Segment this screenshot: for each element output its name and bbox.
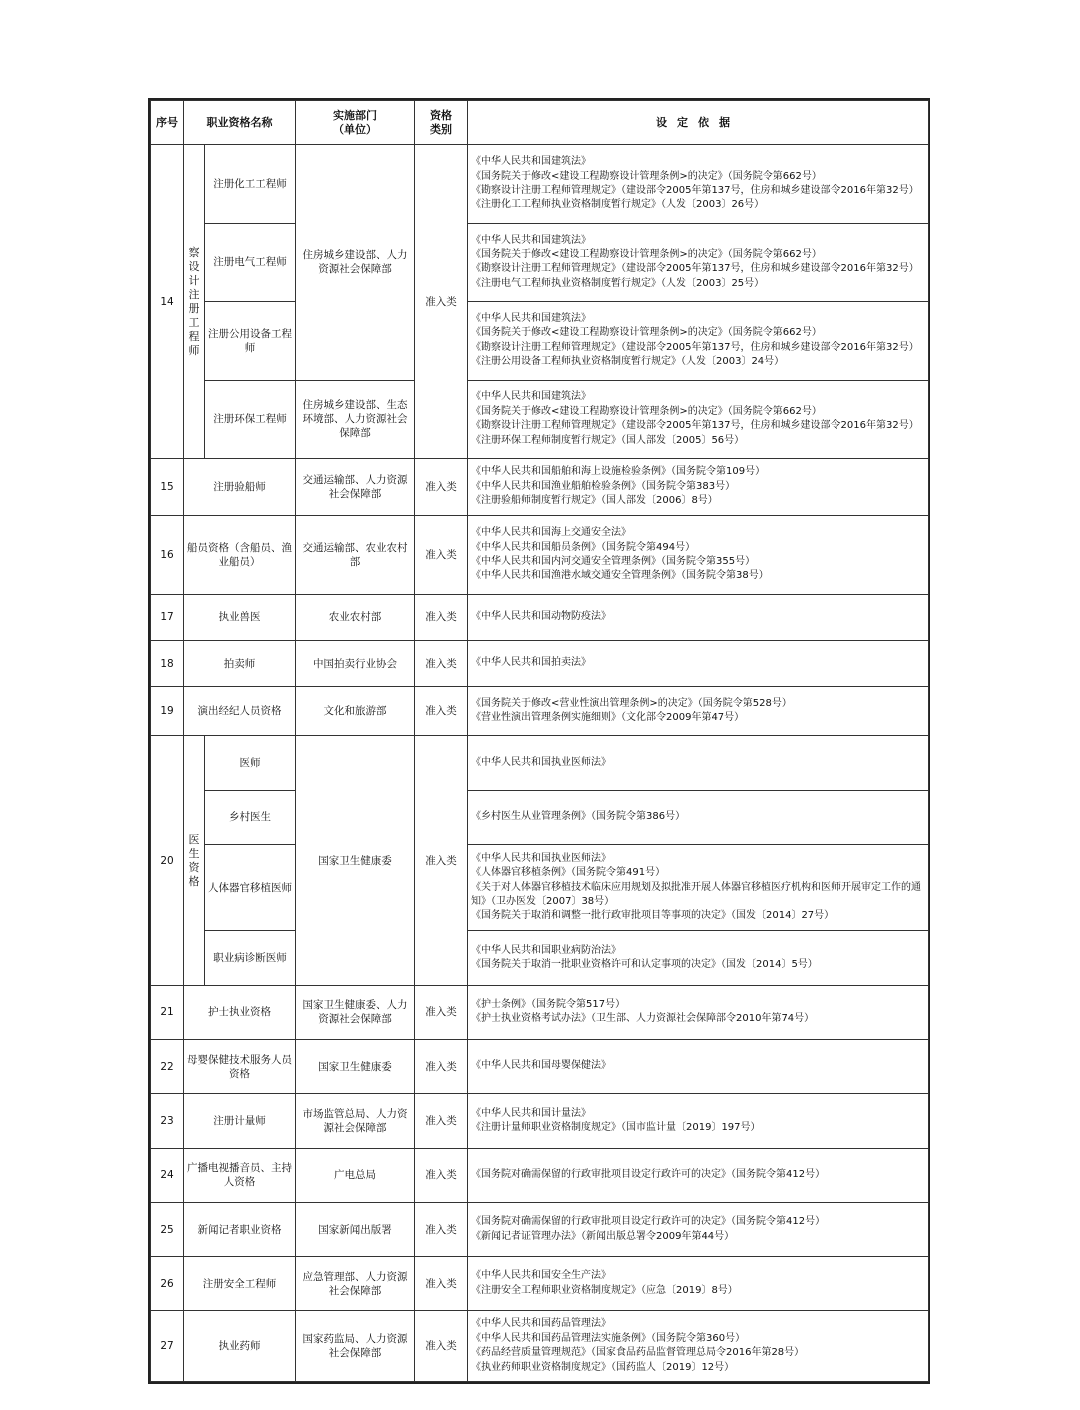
header-basis: 设定依据 xyxy=(468,101,929,145)
department: 中国拍卖行业协会 xyxy=(296,640,415,686)
row-no: 17 xyxy=(151,594,184,640)
basis-line: 《注册安全工程师职业资格制度规定》（应急〔2019〕8号） xyxy=(471,1284,738,1296)
department: 国家药监局、人力资源社会保障部 xyxy=(296,1311,415,1382)
qualification-name: 注册公用设备工程师 xyxy=(205,302,296,380)
basis-line: 《护士执业资格考试办法》（卫生部、人力资源社会保障部令2010年第74号） xyxy=(471,1013,815,1025)
qualification-name: 注册化工工程师 xyxy=(205,145,296,223)
legal-basis xyxy=(468,1257,929,1311)
basis-line: 《注册电气工程师执业资格制度暂行规定》（人发〔2003〕25号） xyxy=(471,277,765,289)
department: 国家卫生健康委 xyxy=(296,1040,415,1094)
row-no: 22 xyxy=(151,1040,184,1094)
department: 文化和旅游部 xyxy=(296,687,415,736)
basis-line: 《国务院关于修改<建设工程勘察设计管理条例>的决定》（国务院令第662号） xyxy=(471,170,822,182)
qualification-name: 执业兽医 xyxy=(184,594,296,640)
legal-basis xyxy=(468,1148,929,1202)
group-label: 察设计注册工程师 xyxy=(184,145,205,459)
table-row xyxy=(151,736,929,790)
basis-line: 《勘察设计注册工程师管理规定》（建设部令2005年第137号，住房和城乡建设部令2016年第32号） xyxy=(471,420,919,432)
department: 住房城乡建设部、生态环境部、人力资源社会保障部 xyxy=(296,380,415,458)
legal-basis xyxy=(468,594,929,640)
group-label: 医生资格 xyxy=(184,736,205,985)
basis-line: 《营业性演出管理条例实施细则》（文化部令2009年第47号） xyxy=(471,712,745,724)
legal-basis xyxy=(468,380,929,458)
basis-line: 《国务院关于修改<营业性演出管理条例>的决定》（国务院令第528号） xyxy=(471,697,792,709)
row-no: 27 xyxy=(151,1311,184,1382)
basis-line: 《中华人民共和国建筑法》 xyxy=(471,234,591,246)
qualification-name: 注册电气工程师 xyxy=(205,223,296,301)
table-row xyxy=(151,790,929,844)
row-no: 23 xyxy=(151,1094,184,1148)
department: 国家卫生健康委、人力资源社会保障部 xyxy=(296,985,415,1039)
basis-line: 《中华人民共和国建筑法》 xyxy=(471,312,591,324)
qualification-name: 职业病诊断医师 xyxy=(205,931,296,985)
legal-basis xyxy=(468,1202,929,1256)
row-no: 20 xyxy=(151,736,184,985)
table-row xyxy=(151,985,929,1039)
basis-line: 《执业药师职业资格制度规定》（国药监人〔2019〕12号） xyxy=(471,1361,735,1373)
table-row xyxy=(151,640,929,686)
legal-basis xyxy=(468,1094,929,1148)
basis-line: 《中华人民共和国药品管理法实施条例》（国务院令第360号） xyxy=(471,1332,746,1344)
header-row xyxy=(151,101,929,145)
header-dept: 实施部门 （单位） xyxy=(296,101,415,145)
basis-line: 《中华人民共和国安全生产法》 xyxy=(471,1270,611,1282)
qualification-table-sheet xyxy=(148,98,930,1384)
qualification-name: 广播电视播音员、主持人资格 xyxy=(184,1148,296,1202)
qualification-name: 船员资格（含船员、渔业船员） xyxy=(184,516,296,594)
qualification-name: 演出经纪人员资格 xyxy=(184,687,296,736)
department: 国家新闻出版署 xyxy=(296,1202,415,1256)
basis-line: 《国务院关于修改<建设工程勘察设计管理条例>的决定》（国务院令第662号） xyxy=(471,405,822,417)
legal-basis xyxy=(468,1311,929,1382)
basis-line: 《乡村医生从业管理条例》（国务院令第386号） xyxy=(471,811,686,823)
table-row xyxy=(151,458,929,515)
basis-line: 《勘察设计注册工程师管理规定》（建设部令2005年第137号，住房和城乡建设部令2016年第32号） xyxy=(471,341,919,353)
qualification-name: 执业药师 xyxy=(184,1311,296,1382)
basis-line: 《国务院关于修改<建设工程勘察设计管理条例>的决定》（国务院令第662号） xyxy=(471,248,822,260)
basis-line: 《国务院对确需保留的行政审批项目设定行政许可的决定》（国务院令第412号） xyxy=(471,1169,826,1181)
qualification-type: 准入类 xyxy=(415,736,468,985)
basis-line: 《注册验船师制度暂行规定》（国人部发〔2006〕8号） xyxy=(471,495,718,507)
basis-line: 《新闻记者证管理办法》（新闻出版总署令2009年第44号） xyxy=(471,1230,735,1242)
qualification-name: 人体器官移植医师 xyxy=(205,844,296,930)
row-no: 25 xyxy=(151,1202,184,1256)
qualification-type: 准入类 xyxy=(415,516,468,594)
legal-basis xyxy=(468,985,929,1039)
row-no: 24 xyxy=(151,1148,184,1202)
basis-line: 《中华人民共和国船员条例》（国务院令第494号） xyxy=(471,541,696,553)
qualification-name: 注册验船师 xyxy=(184,458,296,515)
basis-line: 《国务院对确需保留的行政审批项目设定行政许可的决定》（国务院令第412号） xyxy=(471,1216,826,1228)
basis-line: 《中华人民共和国建筑法》 xyxy=(471,391,591,403)
department: 交通运输部、人力资源社会保障部 xyxy=(296,458,415,515)
basis-line: 《勘察设计注册工程师管理规定》（建设部令2005年第137号，住房和城乡建设部令2016年第32号） xyxy=(471,263,919,275)
legal-basis xyxy=(468,736,929,790)
table-row xyxy=(151,1040,929,1094)
basis-line: 《注册公用设备工程师执业资格制度暂行规定》（人发〔2003〕24号） xyxy=(471,356,785,368)
row-no: 16 xyxy=(151,516,184,594)
qualification-type: 准入类 xyxy=(415,594,468,640)
department: 市场监管总局、人力资源社会保障部 xyxy=(296,1094,415,1148)
header-name: 职业资格名称 xyxy=(184,101,296,145)
qualification-name: 注册计量师 xyxy=(184,1094,296,1148)
row-no: 18 xyxy=(151,640,184,686)
legal-basis xyxy=(468,145,929,223)
table-row xyxy=(151,223,929,301)
legal-basis xyxy=(468,640,929,686)
qualification-type: 准入类 xyxy=(415,640,468,686)
basis-line: 《中华人民共和国计量法》 xyxy=(471,1107,591,1119)
qualification-name: 注册环保工程师 xyxy=(205,380,296,458)
header-type: 资格 类别 xyxy=(415,101,468,145)
table-row xyxy=(151,687,929,736)
row-no: 26 xyxy=(151,1257,184,1311)
basis-line: 《关于对人体器官移植技术临床应用规划及拟批准开展人体器官移植医疗机构和医师开展审定工作的通知》（卫办医发〔2007〕38号） xyxy=(471,881,921,907)
basis-line: 《中华人民共和国渔业船舶检验条例》（国务院令第383号） xyxy=(471,480,736,492)
table-row xyxy=(151,1311,929,1382)
qualification-type: 准入类 xyxy=(415,1257,468,1311)
basis-line: 《中华人民共和国职业病防治法》 xyxy=(471,944,621,956)
qualification-name: 医师 xyxy=(205,736,296,790)
basis-line: 《注册计量师职业资格制度规定》（国市监计量〔2019〕197号） xyxy=(471,1121,761,1133)
basis-line: 《中华人民共和国执业医师法》 xyxy=(471,756,611,768)
basis-line: 《注册化工工程师执业资格制度暂行规定》（人发〔2003〕26号） xyxy=(471,199,765,211)
basis-line: 《护士条例》（国务院令第517号） xyxy=(471,998,626,1010)
basis-line: 《国务院关于取消一批职业资格许可和认定事项的决定》（国发〔2014〕5号） xyxy=(471,959,818,971)
department: 国家卫生健康委 xyxy=(296,736,415,985)
qualification-type: 准入类 xyxy=(415,1148,468,1202)
department: 住房城乡建设部、人力资源社会保障部 xyxy=(296,145,415,380)
qualification-type: 准入类 xyxy=(415,687,468,736)
qualification-type: 准入类 xyxy=(415,1040,468,1094)
row-no: 19 xyxy=(151,687,184,736)
table-row xyxy=(151,302,929,380)
basis-line: 《中华人民共和国执业医师法》 xyxy=(471,852,611,864)
table-row xyxy=(151,1148,929,1202)
department: 农业农村部 xyxy=(296,594,415,640)
basis-line: 《中华人民共和国动物防疫法》 xyxy=(471,611,611,623)
basis-line: 《中华人民共和国母婴保健法》 xyxy=(471,1060,611,1072)
basis-line: 《注册环保工程师制度暂行规定》（国人部发〔2005〕56号） xyxy=(471,434,745,446)
qualification-type: 准入类 xyxy=(415,1094,468,1148)
qualification-type: 准入类 xyxy=(415,1202,468,1256)
row-no: 21 xyxy=(151,985,184,1039)
table-row xyxy=(151,380,929,458)
qualification-type: 准入类 xyxy=(415,458,468,515)
qualification-name: 新闻记者职业资格 xyxy=(184,1202,296,1256)
legal-basis xyxy=(468,223,929,301)
basis-line: 《勘察设计注册工程师管理规定》（建设部令2005年第137号，住房和城乡建设部令2016年第32号） xyxy=(471,184,919,196)
basis-line: 《药品经营质量管理规范》（国家食品药品监督管理总局令2016年第28号） xyxy=(471,1347,805,1359)
row-no: 15 xyxy=(151,458,184,515)
basis-line: 《中华人民共和国海上交通安全法》 xyxy=(471,527,631,539)
legal-basis xyxy=(468,790,929,844)
table-row xyxy=(151,594,929,640)
basis-line: 《中华人民共和国渔港水域交通安全管理条例》（国务院令第38号） xyxy=(471,570,769,582)
header-no: 序号 xyxy=(151,101,184,145)
department: 广电总局 xyxy=(296,1148,415,1202)
table-row xyxy=(151,931,929,985)
qualification-name: 护士执业资格 xyxy=(184,985,296,1039)
table-row xyxy=(151,516,929,594)
legal-basis xyxy=(468,1040,929,1094)
department: 应急管理部、人力资源社会保障部 xyxy=(296,1257,415,1311)
table-row xyxy=(151,1257,929,1311)
legal-basis xyxy=(468,302,929,380)
qualification-type: 准入类 xyxy=(415,985,468,1039)
basis-line: 《中华人民共和国拍卖法》 xyxy=(471,657,591,669)
qualification-name: 母婴保健技术服务人员资格 xyxy=(184,1040,296,1094)
qualification-name: 注册安全工程师 xyxy=(184,1257,296,1311)
table-row xyxy=(151,145,929,223)
qualification-name: 乡村医生 xyxy=(205,790,296,844)
table-row xyxy=(151,1094,929,1148)
qualification-type: 准入类 xyxy=(415,145,468,459)
qualification-table xyxy=(150,100,929,1382)
legal-basis xyxy=(468,931,929,985)
basis-line: 《中华人民共和国船舶和海上设施检验条例》（国务院令第109号） xyxy=(471,466,766,478)
basis-line: 《国务院关于取消和调整一批行政审批项目等事项的决定》（国发〔2014〕27号） xyxy=(471,910,835,922)
legal-basis xyxy=(468,687,929,736)
basis-line: 《人体器官移植条例》（国务院令第491号） xyxy=(471,867,666,879)
basis-line: 《中华人民共和国药品管理法》 xyxy=(471,1318,611,1330)
legal-basis xyxy=(468,458,929,515)
basis-line: 《中华人民共和国内河交通安全管理条例》（国务院令第355号） xyxy=(471,555,756,567)
legal-basis xyxy=(468,516,929,594)
row-no: 14 xyxy=(151,145,184,459)
table-row xyxy=(151,1202,929,1256)
basis-line: 《国务院关于修改<建设工程勘察设计管理条例>的决定》（国务院令第662号） xyxy=(471,327,822,339)
basis-line: 《中华人民共和国建筑法》 xyxy=(471,156,591,168)
department: 交通运输部、农业农村部 xyxy=(296,516,415,594)
table-row xyxy=(151,844,929,930)
qualification-name: 拍卖师 xyxy=(184,640,296,686)
qualification-type: 准入类 xyxy=(415,1311,468,1382)
legal-basis xyxy=(468,844,929,930)
